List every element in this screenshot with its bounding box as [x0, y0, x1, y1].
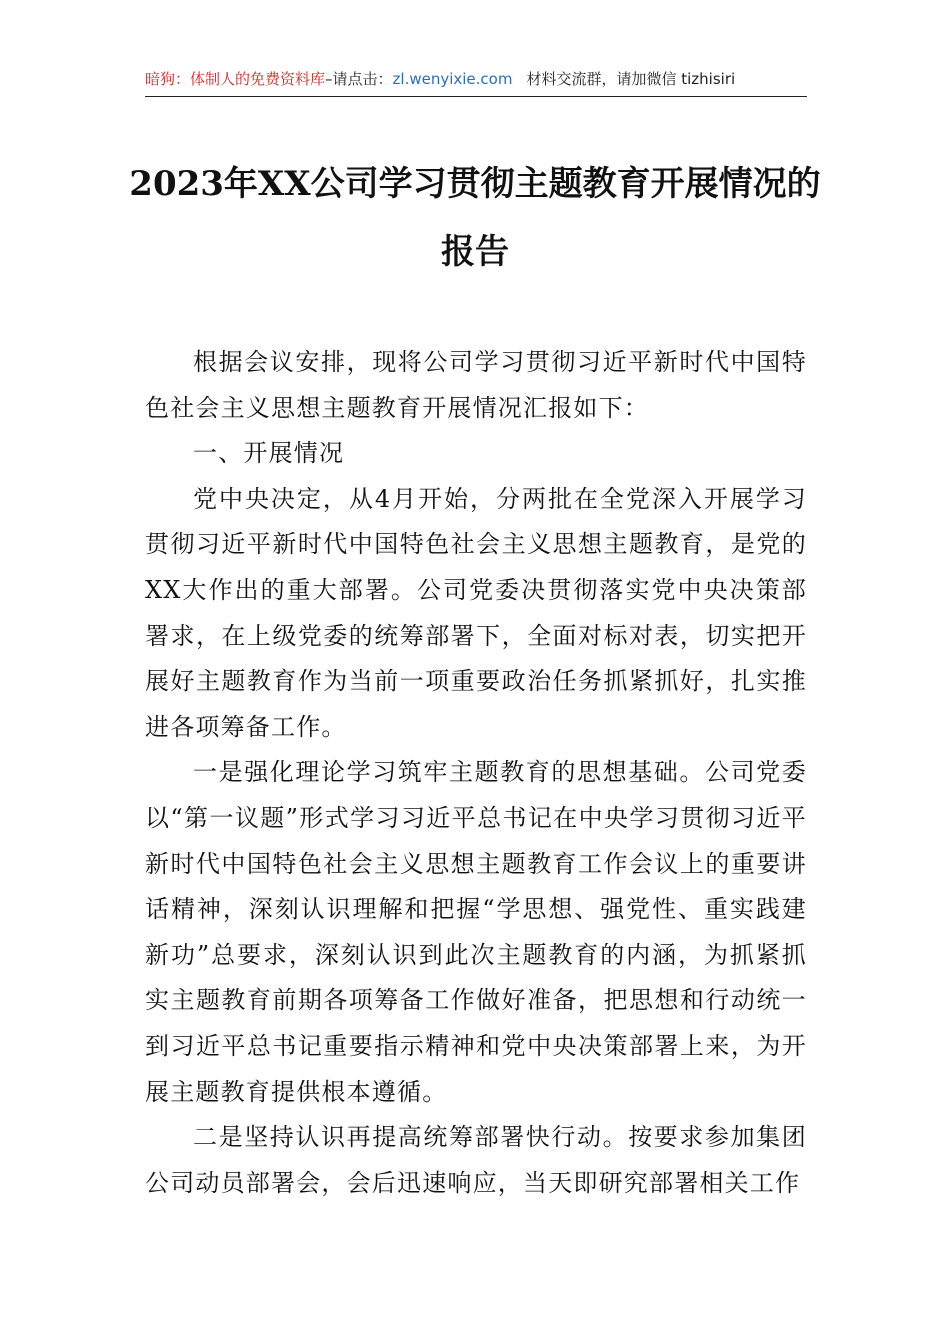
document-title: 2023年XX公司学习贯彻主题教育开展情况的报告 [129, 164, 821, 272]
paragraph-intro: 根据会议安排，现将公司学习贯彻习近平新时代中国特色社会主义思想主题教育开展情况汇报如下： [145, 348, 807, 422]
section-heading: 一、开展情况 [193, 439, 345, 468]
paragraph-point-two: 二是坚持认识再提高统筹部署快行动。按要求参加集团公司动员部署会，会后迅速响应，当天即研究部署相关工作 [145, 1123, 807, 1197]
header-url-link[interactable]: zl.wenyixie.com [392, 70, 513, 88]
header-group-note: 材料交流群，请加微信 tizhisiri [526, 70, 736, 88]
header-brand: 暗狗：体制人的免费资料库 [145, 70, 326, 88]
page-header [145, 62, 807, 97]
paragraph-background: 党中央决定，从4月开始，分两批在全党深入开展学习贯彻习近平新时代中国特色社会主义思想主题教育，是党的XX大作出的重大部署。公司党委决贯彻落实党中央决策部署求，在上级党委的统筹部署下，全面对标对表，切实把开展好主题教育作为当前一项重要政治任务抓紧抓好，扎实推进各项筹备工作。 [145, 484, 807, 741]
header-click-prompt: –请点击： [325, 70, 393, 88]
paragraph-point-one: 一是强化理论学习筑牢主题教育的思想基础。公司党委以“第一议题”形式学习习近平总书记在中央学习贯彻习近平新时代中国特色社会主义思想主题教育工作会议上的重要讲话精神，深刻认识理解和把握“学思想、强党性、重实践建新功”总要求，深刻认识到此次主题教育的内涵，为抓紧抓实主题教育前期各项筹备工作做好准备，把思想和行动统一到习近平总书记重要指示精神和党中央决策部署上来，为开展主题教育提供根本遵循。 [145, 758, 807, 1106]
document-body [145, 340, 807, 1206]
